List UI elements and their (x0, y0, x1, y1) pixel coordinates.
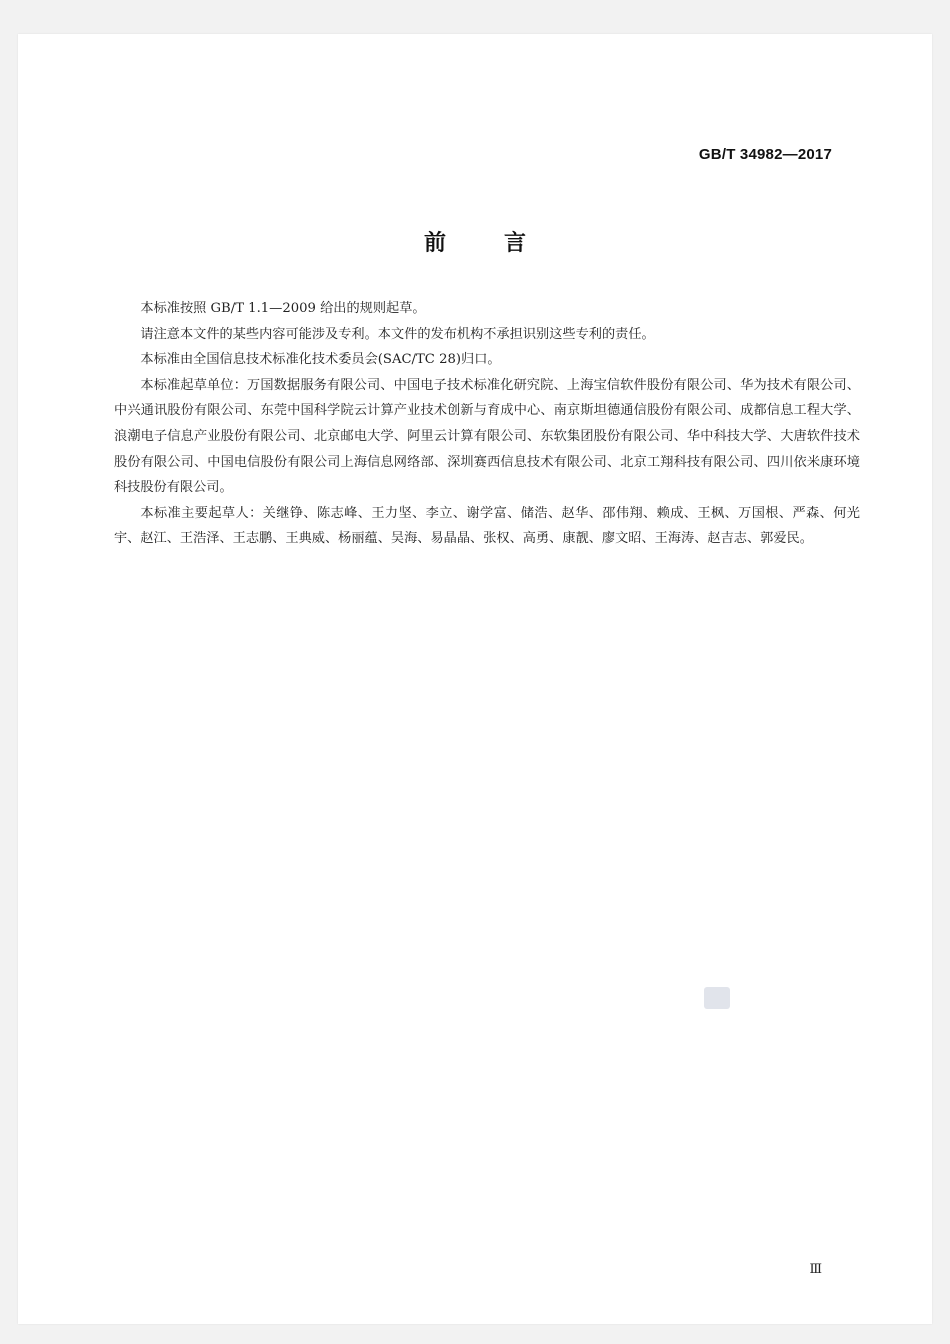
foreword-body (114, 296, 860, 552)
standard-number: GB/T 34982—2017 (698, 146, 832, 163)
paragraph-drafters: 本标准主要起草人：关继铮、陈志峰、王力坚、李立、谢学富、储浩、赵华、邵伟翔、赖成、王枫、万国根、严森、何光宇、赵江、王浩泽、王志鹏、王典威、杨丽蕴、吴海、易晶晶、张权、高勇、康靓、廖文昭、王海涛、赵吉志、郭爱民。 (114, 505, 860, 547)
scan-mark-icon (704, 987, 730, 1009)
paragraph-drafting-rules: 本标准按照 GB/T 1.1—2009 给出的规则起草。 (140, 301, 426, 316)
document-page (18, 34, 932, 1324)
paragraph-committee: 本标准由全国信息技术标准化技术委员会(SAC/TC 28)归口。 (140, 352, 501, 368)
paragraph-drafting-units: 本标准起草单位：万国数据服务有限公司、中国电子技术标准化研究院、上海宝信软件股份有限公司、华为技术有限公司、中兴通讯股份有限公司、东莞中国科学院云计算产业技术创新与育成中心、南京斯坦德通信股份有限公司、成都信息工程大学、浪潮电子信息产业股份有限公司、北京邮电大学、阿里云计算有限公司、东软集团股份有限公司、华中科技大学、大唐软件技术股份有限公司、中国电信股份有限公司上海信息网络部、深圳赛西信息技术有限公司、北京工翔科技有限公司、四川依米康环境科技股份有限公司。 (114, 377, 860, 496)
page-title: 前言 (423, 231, 584, 256)
page-number: Ⅲ (809, 1262, 822, 1277)
paragraph-patent-notice: 请注意本文件的某些内容可能涉及专利。本文件的发布机构不承担识别这些专利的责任。 (140, 326, 655, 342)
